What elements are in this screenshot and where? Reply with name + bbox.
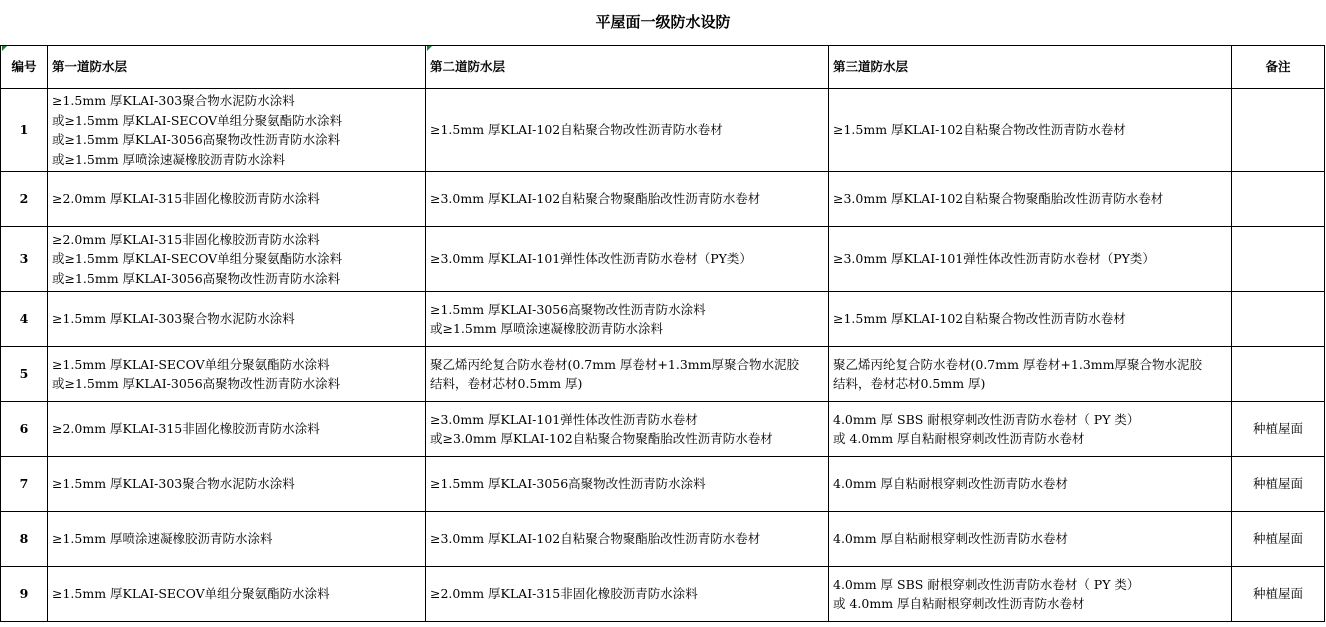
layer2-line: 结料，卷材芯材0.5mm 厚)	[430, 376, 583, 391]
row-remark	[1232, 227, 1325, 292]
layer3-line: ≥1.5mm 厚KLAI-102自粘聚合物改性沥青防水卷材	[833, 122, 1126, 138]
row-number: 3	[1, 227, 48, 292]
layer3-line: 或 4.0mm 厚自粘耐根穿刺改性沥青防水卷材	[833, 431, 1085, 446]
row-number: 9	[1, 567, 48, 622]
cell-layer1	[48, 227, 426, 292]
row-remark: 种植屋面	[1232, 512, 1325, 567]
layer1-line: ≥1.5mm 厚KLAI-303聚合物水泥防水涂料	[52, 476, 295, 492]
header-layer2: 第二道防水层	[426, 46, 829, 89]
header-layer1: 第一道防水层	[48, 46, 426, 89]
row-remark: 种植屋面	[1232, 457, 1325, 512]
layer1-line: 或≥1.5mm 厚KLAI-3056高聚物改性沥青防水涂料	[52, 376, 341, 391]
cell-layer3	[829, 567, 1232, 622]
cell-layer3	[829, 347, 1232, 402]
cell-layer3	[829, 457, 1232, 512]
layer1-line: 或≥1.5mm 厚KLAI-3056高聚物改性沥青防水涂料	[52, 270, 341, 286]
row-remark	[1232, 347, 1325, 402]
cell-layer1	[48, 347, 426, 402]
cell-layer1	[48, 402, 426, 457]
waterproof-spec-table	[0, 45, 1325, 622]
table-row	[1, 457, 1325, 512]
cell-layer2	[426, 172, 829, 227]
cell-layer1	[48, 89, 426, 172]
row-remark	[1232, 292, 1325, 347]
cell-layer3	[829, 227, 1232, 292]
cell-layer3	[829, 512, 1232, 567]
cell-layer3	[829, 402, 1232, 457]
cell-layer2	[426, 292, 829, 347]
layer2-line: ≥2.0mm 厚KLAI-315非固化橡胶沥青防水涂料	[430, 586, 698, 602]
cell-layer1	[48, 512, 426, 567]
cell-layer1	[48, 457, 426, 512]
header-num: 编号	[1, 46, 48, 89]
layer3-line: 聚乙烯丙纶复合防水卷材(0.7mm 厚卷材+1.3mm厚聚合物水泥胶	[833, 356, 1202, 372]
layer3-line: ≥1.5mm 厚KLAI-102自粘聚合物改性沥青防水卷材	[833, 311, 1126, 327]
cell-layer3	[829, 89, 1232, 172]
cell-layer1	[48, 567, 426, 622]
cell-layer3	[829, 172, 1232, 227]
table-row	[1, 402, 1325, 457]
layer3-line: 4.0mm 厚自粘耐根穿刺改性沥青防水卷材	[833, 531, 1069, 547]
page-title: 平屋面一级防水设防	[595, 13, 731, 31]
layer3-line: 4.0mm 厚 SBS 耐根穿刺改性沥青防水卷材（ PY 类）	[833, 576, 1140, 592]
cell-layer3	[829, 292, 1232, 347]
row-number: 7	[1, 457, 48, 512]
layer2-line: ≥3.0mm 厚KLAI-101弹性体改性沥青防水卷材	[430, 411, 698, 427]
cell-marker	[427, 46, 432, 51]
cell-layer2	[426, 227, 829, 292]
cell-layer2	[426, 567, 829, 622]
layer1-line: ≥1.5mm 厚KLAI-303聚合物水泥防水涂料	[52, 93, 295, 108]
cell-layer1	[48, 292, 426, 347]
layer3-line: ≥3.0mm 厚KLAI-102自粘聚合物聚酯胎改性沥青防水卷材	[833, 191, 1164, 207]
table-row	[1, 292, 1325, 347]
header-remark: 备注	[1232, 46, 1325, 89]
layer1-line: ≥2.0mm 厚KLAI-315非固化橡胶沥青防水涂料	[52, 191, 320, 207]
layer3-line: ≥3.0mm 厚KLAI-101弹性体改性沥青防水卷材（PY类）	[833, 251, 1155, 267]
layer2-line: ≥3.0mm 厚KLAI-102自粘聚合物聚酯胎改性沥青防水卷材	[430, 191, 761, 207]
layer3-line: 结料，卷材芯材0.5mm 厚)	[833, 376, 986, 391]
row-remark: 种植屋面	[1232, 402, 1325, 457]
row-remark	[1232, 89, 1325, 172]
layer2-line: ≥3.0mm 厚KLAI-102自粘聚合物聚酯胎改性沥青防水卷材	[430, 531, 761, 547]
row-number: 8	[1, 512, 48, 567]
header-layer3: 第三道防水层	[829, 46, 1232, 89]
cell-layer1	[48, 172, 426, 227]
layer3-line: 或 4.0mm 厚自粘耐根穿刺改性沥青防水卷材	[833, 596, 1085, 611]
layer1-line: ≥1.5mm 厚KLAI-SECOV单组分聚氨酯防水涂料	[52, 356, 330, 372]
layer2-line: ≥1.5mm 厚KLAI-3056高聚物改性沥青防水涂料	[430, 476, 706, 492]
row-remark	[1232, 172, 1325, 227]
layer2-line: 或≥1.5mm 厚喷涂速凝橡胶沥青防水涂料	[430, 321, 664, 336]
layer2-line: ≥1.5mm 厚KLAI-3056高聚物改性沥青防水涂料	[430, 301, 706, 317]
layer3-line: 4.0mm 厚 SBS 耐根穿刺改性沥青防水卷材（ PY 类）	[833, 411, 1140, 427]
row-remark: 种植屋面	[1232, 567, 1325, 622]
table-row	[1, 347, 1325, 402]
table-row	[1, 227, 1325, 292]
layer1-line: ≥2.0mm 厚KLAI-315非固化橡胶沥青防水涂料	[52, 421, 320, 437]
layer1-line: ≥1.5mm 厚KLAI-303聚合物水泥防水涂料	[52, 311, 295, 327]
layer1-line: 或≥1.5mm 厚KLAI-SECOV单组分聚氨酯防水涂料	[52, 112, 343, 128]
row-number: 1	[1, 89, 48, 172]
row-number: 6	[1, 402, 48, 457]
layer2-line: ≥3.0mm 厚KLAI-101弹性体改性沥青防水卷材（PY类）	[430, 251, 752, 267]
layer2-line: 聚乙烯丙纶复合防水卷材(0.7mm 厚卷材+1.3mm厚聚合物水泥胶	[430, 356, 799, 372]
row-number: 2	[1, 172, 48, 227]
layer1-line: ≥2.0mm 厚KLAI-315非固化橡胶沥青防水涂料	[52, 231, 320, 247]
layer1-line: 或≥1.5mm 厚KLAI-SECOV单组分聚氨酯防水涂料	[52, 251, 343, 267]
table-row	[1, 567, 1325, 622]
layer1-line: ≥1.5mm 厚喷涂速凝橡胶沥青防水涂料	[52, 531, 273, 547]
cell-layer2	[426, 457, 829, 512]
table-row	[1, 512, 1325, 567]
cell-layer2	[426, 89, 829, 172]
layer2-line: 或≥3.0mm 厚KLAI-102自粘聚合物聚酯胎改性沥青防水卷材	[430, 431, 773, 446]
layer3-line: 4.0mm 厚自粘耐根穿刺改性沥青防水卷材	[833, 476, 1069, 492]
row-number: 5	[1, 347, 48, 402]
table-row	[1, 172, 1325, 227]
header-row	[1, 46, 1325, 89]
layer1-line: 或≥1.5mm 厚KLAI-3056高聚物改性沥青防水涂料	[52, 132, 341, 147]
cell-layer2	[426, 347, 829, 402]
table-row	[1, 89, 1325, 172]
row-number: 4	[1, 292, 48, 347]
layer1-line: ≥1.5mm 厚KLAI-SECOV单组分聚氨酯防水涂料	[52, 586, 330, 602]
cell-layer2	[426, 402, 829, 457]
layer1-line: 或≥1.5mm 厚喷涂速凝橡胶沥青防水涂料	[52, 151, 286, 167]
cell-marker	[2, 46, 7, 51]
layer2-line: ≥1.5mm 厚KLAI-102自粘聚合物改性沥青防水卷材	[430, 122, 723, 138]
cell-layer2	[426, 512, 829, 567]
